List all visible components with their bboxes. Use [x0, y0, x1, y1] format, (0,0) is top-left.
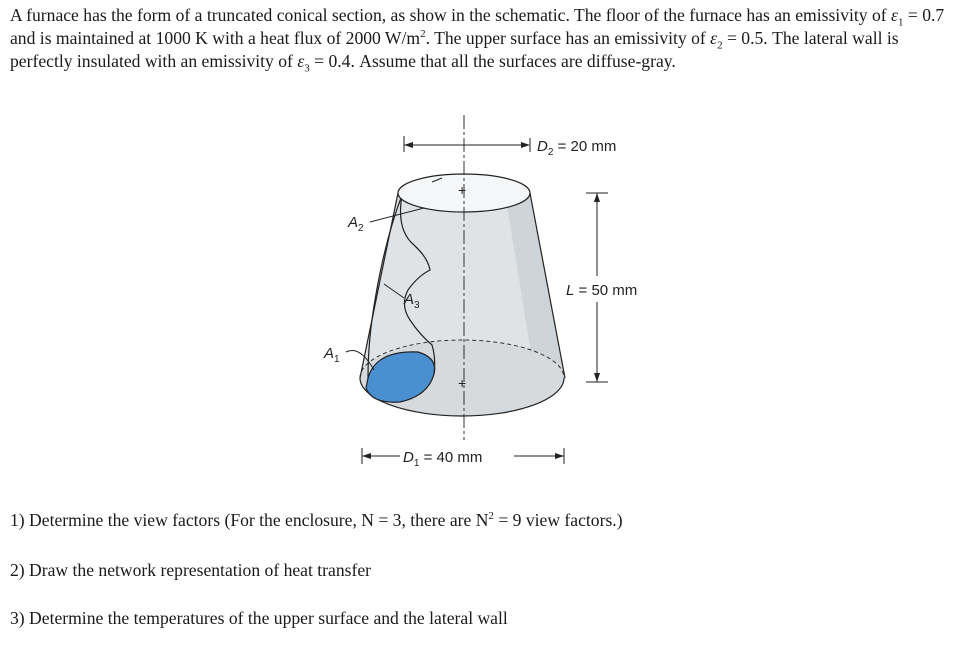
d2-symbol: D — [537, 138, 548, 155]
d2-label — [537, 138, 616, 158]
d1-label — [403, 449, 482, 469]
heat-flux-exponent: 2 — [420, 28, 426, 41]
question-1-tail: = 9 view factors.) — [493, 510, 623, 530]
d1-arrow-right — [555, 453, 564, 459]
question-1-exponent: 2 — [488, 510, 494, 523]
l-symbol: L — [566, 282, 575, 299]
epsilon-1-subscript: 1 — [897, 16, 904, 29]
epsilon-1-value: = 0.7 and is maintained at 1000 K with a heat flux of 2000 W/m — [10, 5, 945, 48]
d1-subscript: 1 — [413, 458, 420, 469]
l-arrow-down — [594, 373, 600, 382]
d2-subscript: 2 — [547, 147, 554, 158]
epsilon-3-value: = 0.4. Assume that all the surfaces are diffuse-gray. — [309, 51, 676, 71]
d2-arrow-right — [521, 142, 530, 148]
a1-label — [323, 345, 340, 365]
l-label — [566, 282, 637, 299]
problem-text-2: . The upper surface has an emissivity of — [425, 28, 711, 48]
d2-arrow-left — [404, 142, 413, 148]
a1-symbol: A — [324, 345, 335, 362]
problem-text-1: A furnace has the form of a truncated conical section, as show in the schematic. The floor of the furnace has an emissivity of — [10, 5, 892, 25]
epsilon-3-symbol: ε — [297, 51, 305, 71]
d1-symbol: D — [403, 449, 414, 466]
epsilon-2-subscript: 2 — [717, 39, 723, 52]
a1-subscript: 1 — [334, 354, 340, 365]
a2-symbol: A — [348, 214, 359, 231]
epsilon-2-value: = 0.5. The lateral wall is perfectly insulated with an emissivity of — [10, 28, 899, 71]
epsilon-2-symbol: ε — [710, 28, 718, 48]
a2-label — [347, 214, 364, 234]
question-3: 3) Determine the temperatures of the upper surface and the lateral wall — [10, 608, 508, 628]
d2-value: = 20 mm — [553, 138, 617, 155]
question-1 — [10, 510, 623, 531]
a3-symbol: A — [404, 291, 415, 308]
a3-subscript: 3 — [414, 300, 420, 311]
l-value: = 50 mm — [574, 282, 638, 299]
l-arrow-up — [594, 193, 600, 202]
question-1-text: 1) Determine the view factors (For the enclosure, N = 3, there are N — [10, 510, 489, 530]
a2-subscript: 2 — [358, 223, 364, 234]
center-mark-top: + — [458, 182, 467, 198]
d1-arrow-left — [362, 453, 371, 459]
epsilon-1-symbol: ε — [891, 5, 898, 25]
epsilon-3-subscript: 3 — [304, 62, 310, 75]
question-2: 2) Draw the network representation of heat transfer — [10, 560, 372, 580]
d1-value: = 40 mm — [419, 449, 483, 466]
center-mark-bottom: + — [458, 375, 467, 391]
